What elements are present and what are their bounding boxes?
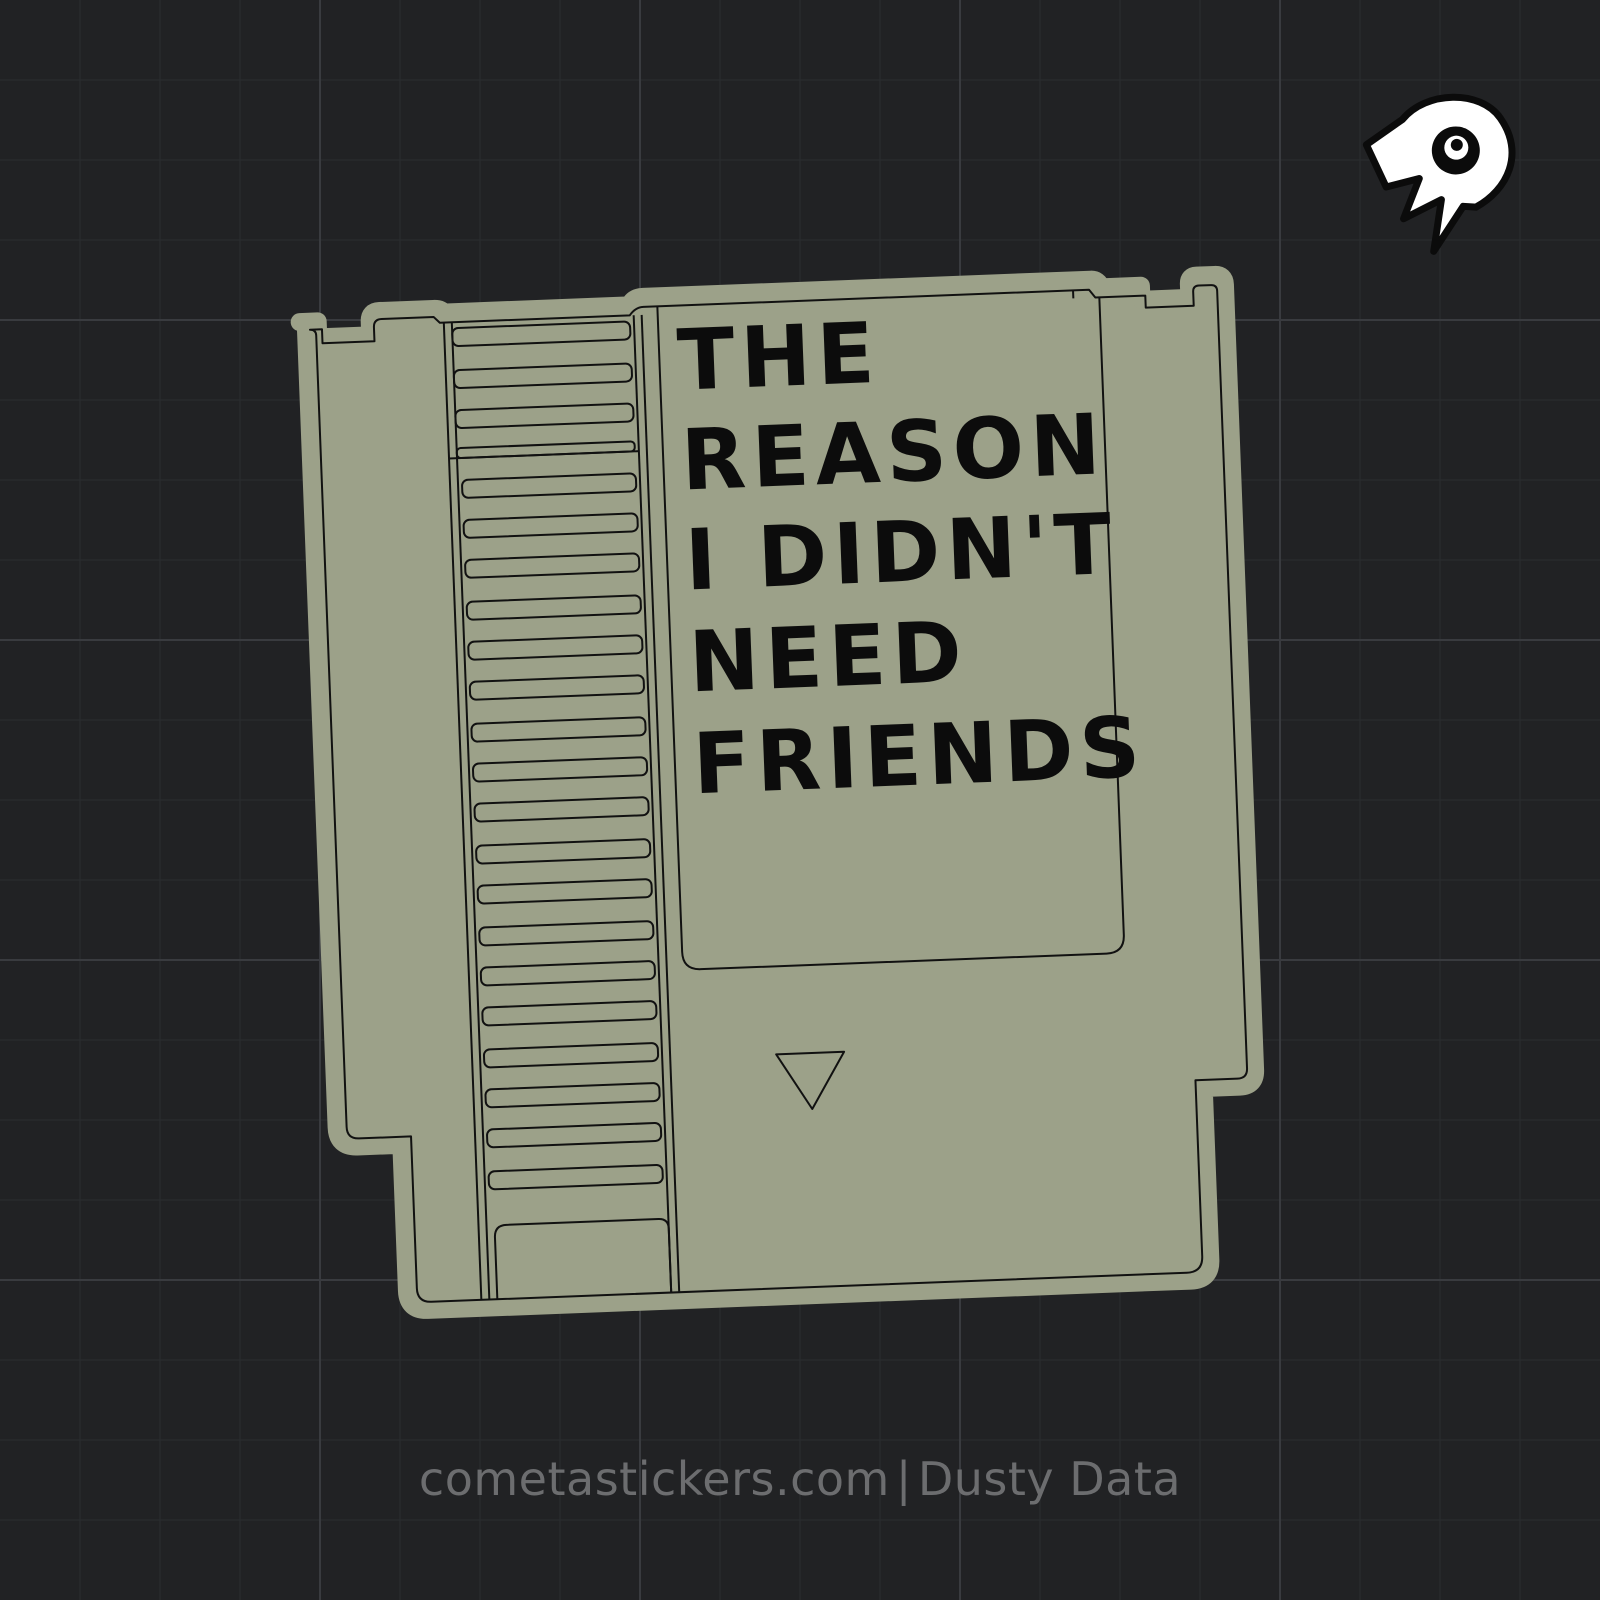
footer-caption	[0, 1452, 1600, 1506]
label-line-2: REASON	[679, 395, 1109, 510]
comet-logo-icon	[1355, 71, 1541, 254]
cartridge-sticker	[299, 275, 1263, 1314]
site-name: cometastickers.com	[418, 1452, 890, 1506]
artist-name: Dusty Data	[917, 1452, 1182, 1506]
label-line-5: FRIENDS	[691, 697, 1148, 814]
caption-separator: |	[895, 1452, 912, 1506]
label-line-1: THE	[675, 303, 883, 410]
label-line-3: I DIDN'T	[683, 494, 1120, 610]
label-line-4: NEED	[687, 602, 970, 712]
